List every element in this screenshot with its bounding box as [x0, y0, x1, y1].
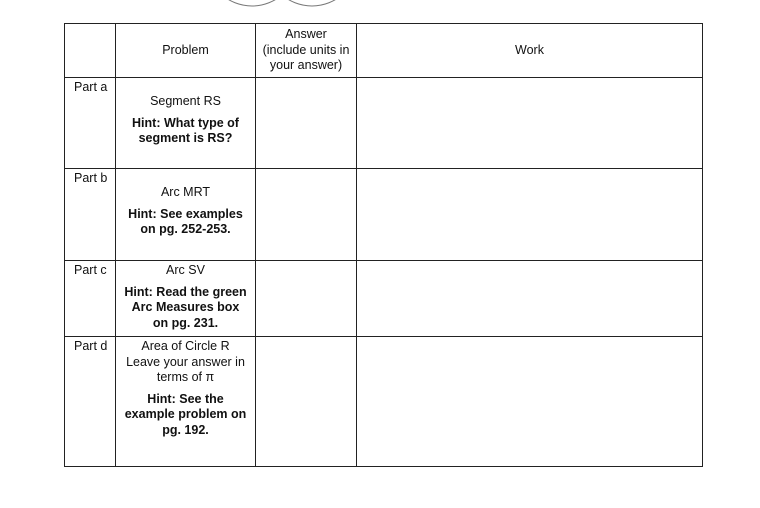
answer-cell[interactable]	[256, 337, 357, 467]
hint-line: example problem on	[124, 407, 247, 421]
problem-name: Arc MRT	[160, 185, 211, 199]
answer-cell[interactable]	[256, 78, 357, 169]
part-label: Part a	[65, 78, 116, 169]
hint-line: on pg. 252-253.	[140, 222, 231, 236]
hint-text	[116, 392, 255, 439]
problem-instruction: Leave your answer in	[126, 354, 245, 369]
hint-text	[116, 207, 255, 238]
part-label: Part b	[65, 169, 116, 261]
problem-name: Area of Circle R	[141, 339, 230, 353]
problem-cell	[116, 337, 256, 467]
work-cell[interactable]	[357, 337, 703, 467]
table-row	[65, 78, 703, 169]
hint-line: Hint: Read the green	[124, 284, 247, 299]
circle-diagram-partial	[200, 0, 370, 10]
hint-line: Arc Measures box	[131, 300, 240, 314]
header-answer	[256, 24, 357, 78]
header-blank-cell	[65, 24, 116, 78]
header-work: Work	[357, 24, 703, 78]
table-row	[65, 337, 703, 467]
problem-cell	[116, 78, 256, 169]
part-label: Part c	[65, 261, 116, 337]
header-answer-line2: (include units in	[262, 42, 350, 57]
header-answer-line3: your answer)	[269, 58, 343, 73]
answer-cell[interactable]	[256, 261, 357, 337]
problem-name: Arc SV	[166, 263, 205, 277]
hint-text	[116, 116, 255, 147]
work-cell[interactable]	[357, 169, 703, 261]
hint-line: on pg. 231.	[152, 315, 219, 330]
problem-name: Segment RS	[150, 94, 221, 108]
work-cell[interactable]	[357, 78, 703, 169]
hint-text	[116, 285, 255, 332]
header-answer-line1: Answer	[285, 27, 327, 42]
answer-cell[interactable]	[256, 169, 357, 261]
table-row	[65, 169, 703, 261]
problem-cell	[116, 169, 256, 261]
problem-instruction: terms of π	[156, 370, 215, 384]
work-cell[interactable]	[357, 261, 703, 337]
hint-line: Hint: What type of	[132, 115, 239, 130]
header-row	[65, 24, 703, 78]
header-problem: Problem	[116, 24, 256, 78]
table-row	[65, 261, 703, 337]
hint-line: Hint: See the	[147, 391, 224, 406]
worksheet-table	[64, 23, 703, 467]
hint-line: Hint: See examples	[128, 206, 243, 221]
hint-line: pg. 192.	[162, 422, 209, 437]
problem-cell	[116, 261, 256, 337]
hint-line: segment is RS?	[138, 131, 233, 145]
part-label: Part d	[65, 337, 116, 467]
